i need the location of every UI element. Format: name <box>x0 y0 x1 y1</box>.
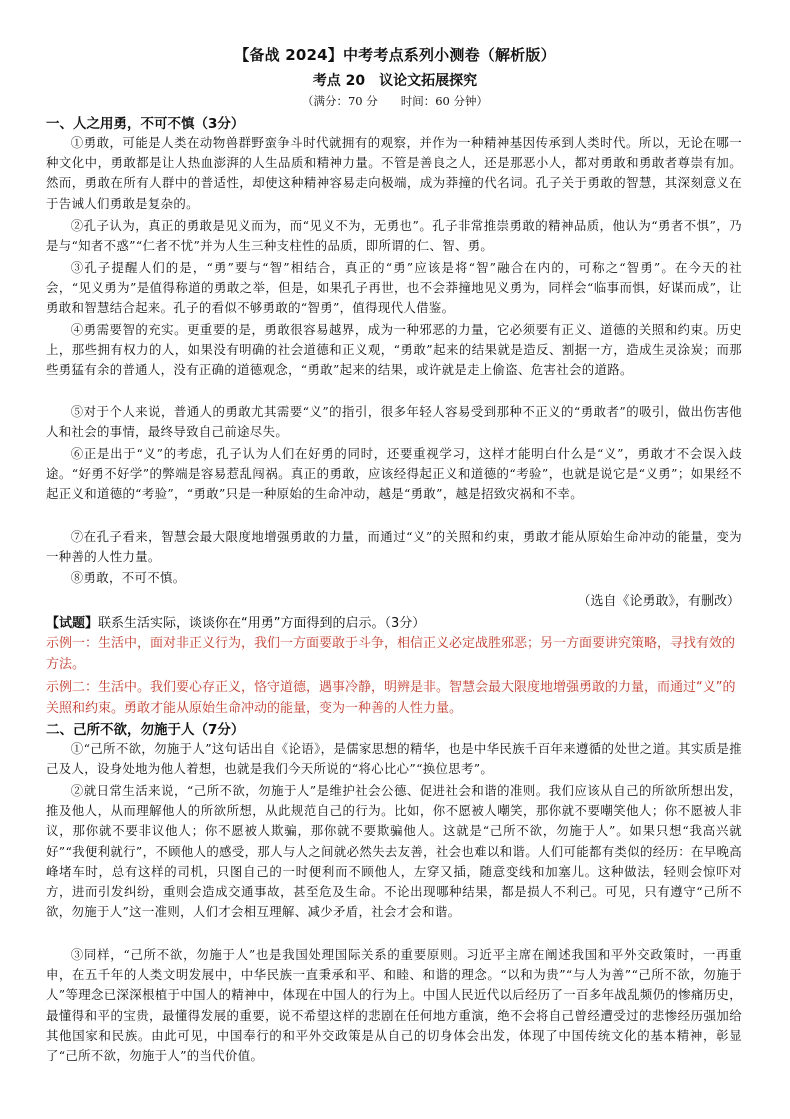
exam-meta: （满分：70 分 时间：60 分钟） <box>301 94 489 108</box>
s1-paragraph-1: ①勇敢，可能是人类在动物兽群野蛮争斗时代就拥有的观察，并作为一种精神基因传承到人类时代。所以，无论在哪一种文化中，勇敢都是让人热血澎湃的人生品质和精神力量。不管是善良之人，还是那恶小人，都对勇敢和勇敢者尊崇有加。然而，勇敢在所有人群中的普适性，却使这种精神容易走向极端，成为莽撞的代名词。孔子关于勇敢的智慧，其深刻意义在于告诫人们勇敢是复杂的。 <box>46 135 742 211</box>
s2-paragraph-1: ①“己所不欲，勿施于人”这句话出自《论语》，是儒家思想的精华，也是中华民族千百年来遵循的处世之道。其实质是推己及人，设身处地为他人着想，也就是我们今天所说的“将心比心”“换位思考”。 <box>46 741 742 777</box>
document-subtitle: 考点 20 议论文拓展探究 <box>312 73 478 89</box>
document-title: 【备战 2024】中考考点系列小测卷（解析版） <box>234 46 556 64</box>
answer-example-2: 示例二：生活中。我们要心存正义，恪守道德，遇事冷静，明辨是非。智慧会最大限度地增强勇敢的力量，而通过“义”的关照和约束。勇敢才能从原始生命冲动的能量，变为一种善的人性力量。 <box>46 680 736 716</box>
s1-paragraph-2: ②孔子认为，真正的勇敢是见义而为，而“见义不为，无勇也”。孔子非常推崇勇敢的精神品质，他认为“勇者不惧”，乃是与“知者不惑”“仁者不忧”并为人生三种支柱性的品质，即所谓的仁、智、勇。 <box>46 218 742 254</box>
s2-paragraph-2: ②就日常生活来说，“己所不欲，勿施于人”是维护社会公德、促进社会和谐的准则。我们应该从自己的所欲所想出发，推及他人，从而理解他人的所欲所想，从此规范自己的行为。比如，你不愿被人嘲笑，那你就不要嘲笑他人；你不愿被人非议，那你就不要非议他人；你不愿被人欺骗，那你就不要欺骗他人。这就是“己所不欲，勿施于人”。如果只想“我高兴就好”“我便利就行”，不顾他人的感受，那人与人之间就必然失去友善，社会也难以和谐。人们可能都有类似的经历：在早晚高峰堵车时，总有这样的司机，只图自己的一时便利而不顾他人，左穿又插，随意变线和加塞儿。这种做法，轻则会惊吓对方，进而引发纠纷，重则会造成交通事故，甚至危及生命。不论出现哪种结果，都是损人不利己。可见，只有遵守“己所不欲，勿施于人”这一准则，人们才会相互理解、减少矛盾，社会才会和谐。 <box>46 783 742 920</box>
s2-paragraph-3: ③同样，“己所不欲，勿施于人”也是我国处理国际关系的重要原则。习近平主席在阐述我国和平外交政策时，一再重申，在五千年的人类文明发展中，中华民族一直秉承和平、和睦、和谐的理念。“以和为贵”“与人为善”“己所不欲，勿施于人”等理念已深深根植于中国人的精神中，体现在中国人的行为上。中国人民近代以后经历了一百多年战乱频仍的惨痛历史，最懂得和平的宝贵，最懂得发展的重要，说不希望这样的悲剧在任何地方重演，绝不会将自己曾经遭受过的悲惨经历强加给其他国家和民族。由此可见，中国奉行的和平外交政策是从自己的切身体会出发，体现了中国传统文化的基本精神，彰显了“己所不欲，勿施于人”的当代价值。 <box>46 947 742 1064</box>
question <box>46 612 746 631</box>
question-text: 联系生活实际，谈谈你在“用勇”方面得到的启示。（3分） <box>98 616 426 631</box>
section-1-heading: 一、人之用勇，不可不慎（3分） <box>46 116 245 132</box>
s1-paragraph-5: ⑤对于个人来说，普通人的勇敢尤其需要“义”的指引，很多年轻人容易受到那种不正义的“勇敢者”的吸引，做出伤害他人和社会的事情，最终导致自己前途尽失。 <box>46 404 742 440</box>
source-citation: （选自《论勇敢》，有删改） <box>577 594 740 609</box>
section-2-heading: 二、己所不欲，勿施于人（7分） <box>46 722 245 738</box>
question-label: 【试题】 <box>46 616 99 631</box>
answer-example-1: 示例一：生活中，面对非正义行为，我们一方面要敢于斗争，相信正义必定战胜邪恶；另一方面要讲究策略，寻找有效的方法。 <box>46 636 736 672</box>
s1-paragraph-6: ⑥正是出于“义”的考虑，孔子认为人们在好勇的同时，还要重视学习，这样才能明白什么是“义”，勇敢才不会误入歧途。“好勇不好学”的弊端是容易惹乱闯祸。真正的勇敢，应该经得起正义和道德的“考验”，也就是说它是“义勇”；如果经不起正义和道德的“考验”，“勇敢”只是一种原始的生命冲动，越是“勇敢”，越是招致灾祸和不幸。 <box>46 446 742 502</box>
s1-paragraph-3: ③孔子提醒人们的是，“勇”要与“智”相结合，真正的“勇”应该是将“智”融合在内的，可称之“智勇”。在今天的社会，“见义勇为”是值得称道的勇敢之举，但是，如果孔子再世，也不会莽撞地见义勇为，同样会“临事而惧，好谋而成”，让勇敢和智慧结合起来。孔子的看似不够勇敢的“智勇”，值得现代人借鉴。 <box>46 260 742 316</box>
s1-paragraph-4: ④勇需要智的充实。更重要的是，勇敢很容易越界，成为一种邪恶的力量，它必须要有正义、道德的关照和约束。历史上，那些拥有权力的人，如果没有明确的社会道德和正义观，“勇敢”起来的结果就是造反、割据一方，造成生灵涂炭；而那些勇猛有余的普通人，没有正确的道德观念，“勇敢”起来的结果，或许就是走上偷盗、危害社会的道路。 <box>46 322 742 378</box>
s1-paragraph-7: ⑦在孔子看来，智慧会最大限度地增强勇敢的力量，而通过“义”的关照和约束，勇敢才能从原始生命冲动的能量，变为一种善的人性力量。 <box>46 529 742 565</box>
s1-paragraph-8: ⑧勇敢，不可不慎。 <box>70 570 186 585</box>
